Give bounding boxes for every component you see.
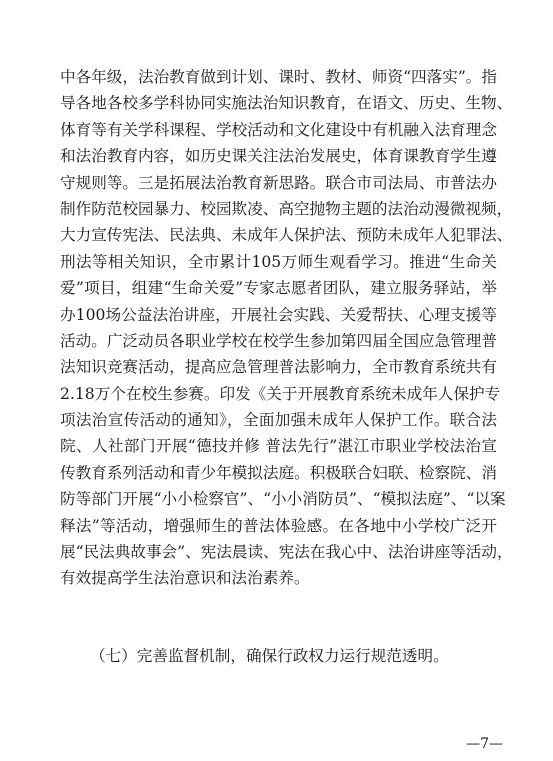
text-line: 传教育系列活动和青少年模拟法庭。积极联合妇联、检察院、消 [60, 463, 497, 482]
text-line: 体育等有关学科课程、学校活动和文化建设中有机融入法育理念 [60, 120, 497, 139]
text-line: 制作防范校园暴力、校园欺凌、高空抛物主题的法治动漫微视频， [60, 199, 513, 218]
text-line: 法知识竞赛活动，提高应急管理普法影响力，全市教育系统共有 [60, 358, 497, 377]
text-line: 2.18万个在校生参赛。印发《关于开展教育系统未成年人保护专 [60, 384, 501, 403]
text-line: 活动。广泛动员各职业学校在校学生参加第四届全国应急管理普 [60, 331, 497, 350]
text-line: 大力宣传宪法、民法典、未成年人保护法、预防未成年人犯罪法、 [60, 226, 513, 245]
text-line: 守规则等。三是拓展法治教育新思路。联合市司法局、市普法办 [60, 173, 497, 192]
text-line: 刑法等相关知识，全市累计105万师生观看学习。推进“生命关 [60, 252, 497, 271]
text-line: 展“民法典故事会”、宪法晨读、宪法在我心中、法治讲座等活动， [60, 543, 513, 562]
text-line: 有效提高学生法治意识和法治素养。 [60, 569, 310, 588]
text-line: 释法”等活动，增强师生的普法体验感。在各地中小学校广泛开 [60, 516, 497, 535]
page-number: —7— [466, 736, 503, 752]
text-line: 爱”项目，组建“生命关爱”专家志愿者团队，建立服务驿站，举 [60, 279, 497, 298]
text-line: 防等部门开展“小小检察官”、“小小消防员”、“模拟法庭”、“以案 [60, 490, 506, 509]
body-paragraph [60, 64, 513, 592]
text-line: 导各地各校多学科协同实施法治知识教育，在语文、历史、生物、 [60, 94, 513, 113]
text-line: 院、人社部门开展“德技并修 普法先行”湛江市职业学校法治宣 [60, 437, 497, 456]
section-heading: （七）完善监督机制，确保行政权力运行规范透明。 [90, 647, 449, 665]
text-line: 和法治教育内容，如历史课关注法治发展史，体育课教育学生遵 [60, 147, 497, 166]
text-line: 中各年级，法治教育做到计划、课时、教材、师资“四落实”。指 [60, 68, 497, 86]
text-line: 办100场公益法治讲座，开展社会实践、关爱帮扶、心理支援等 [60, 305, 497, 324]
text-line: 项法治宣传活动的通知》，全面加强未成年人保护工作。联合法 [60, 411, 497, 430]
